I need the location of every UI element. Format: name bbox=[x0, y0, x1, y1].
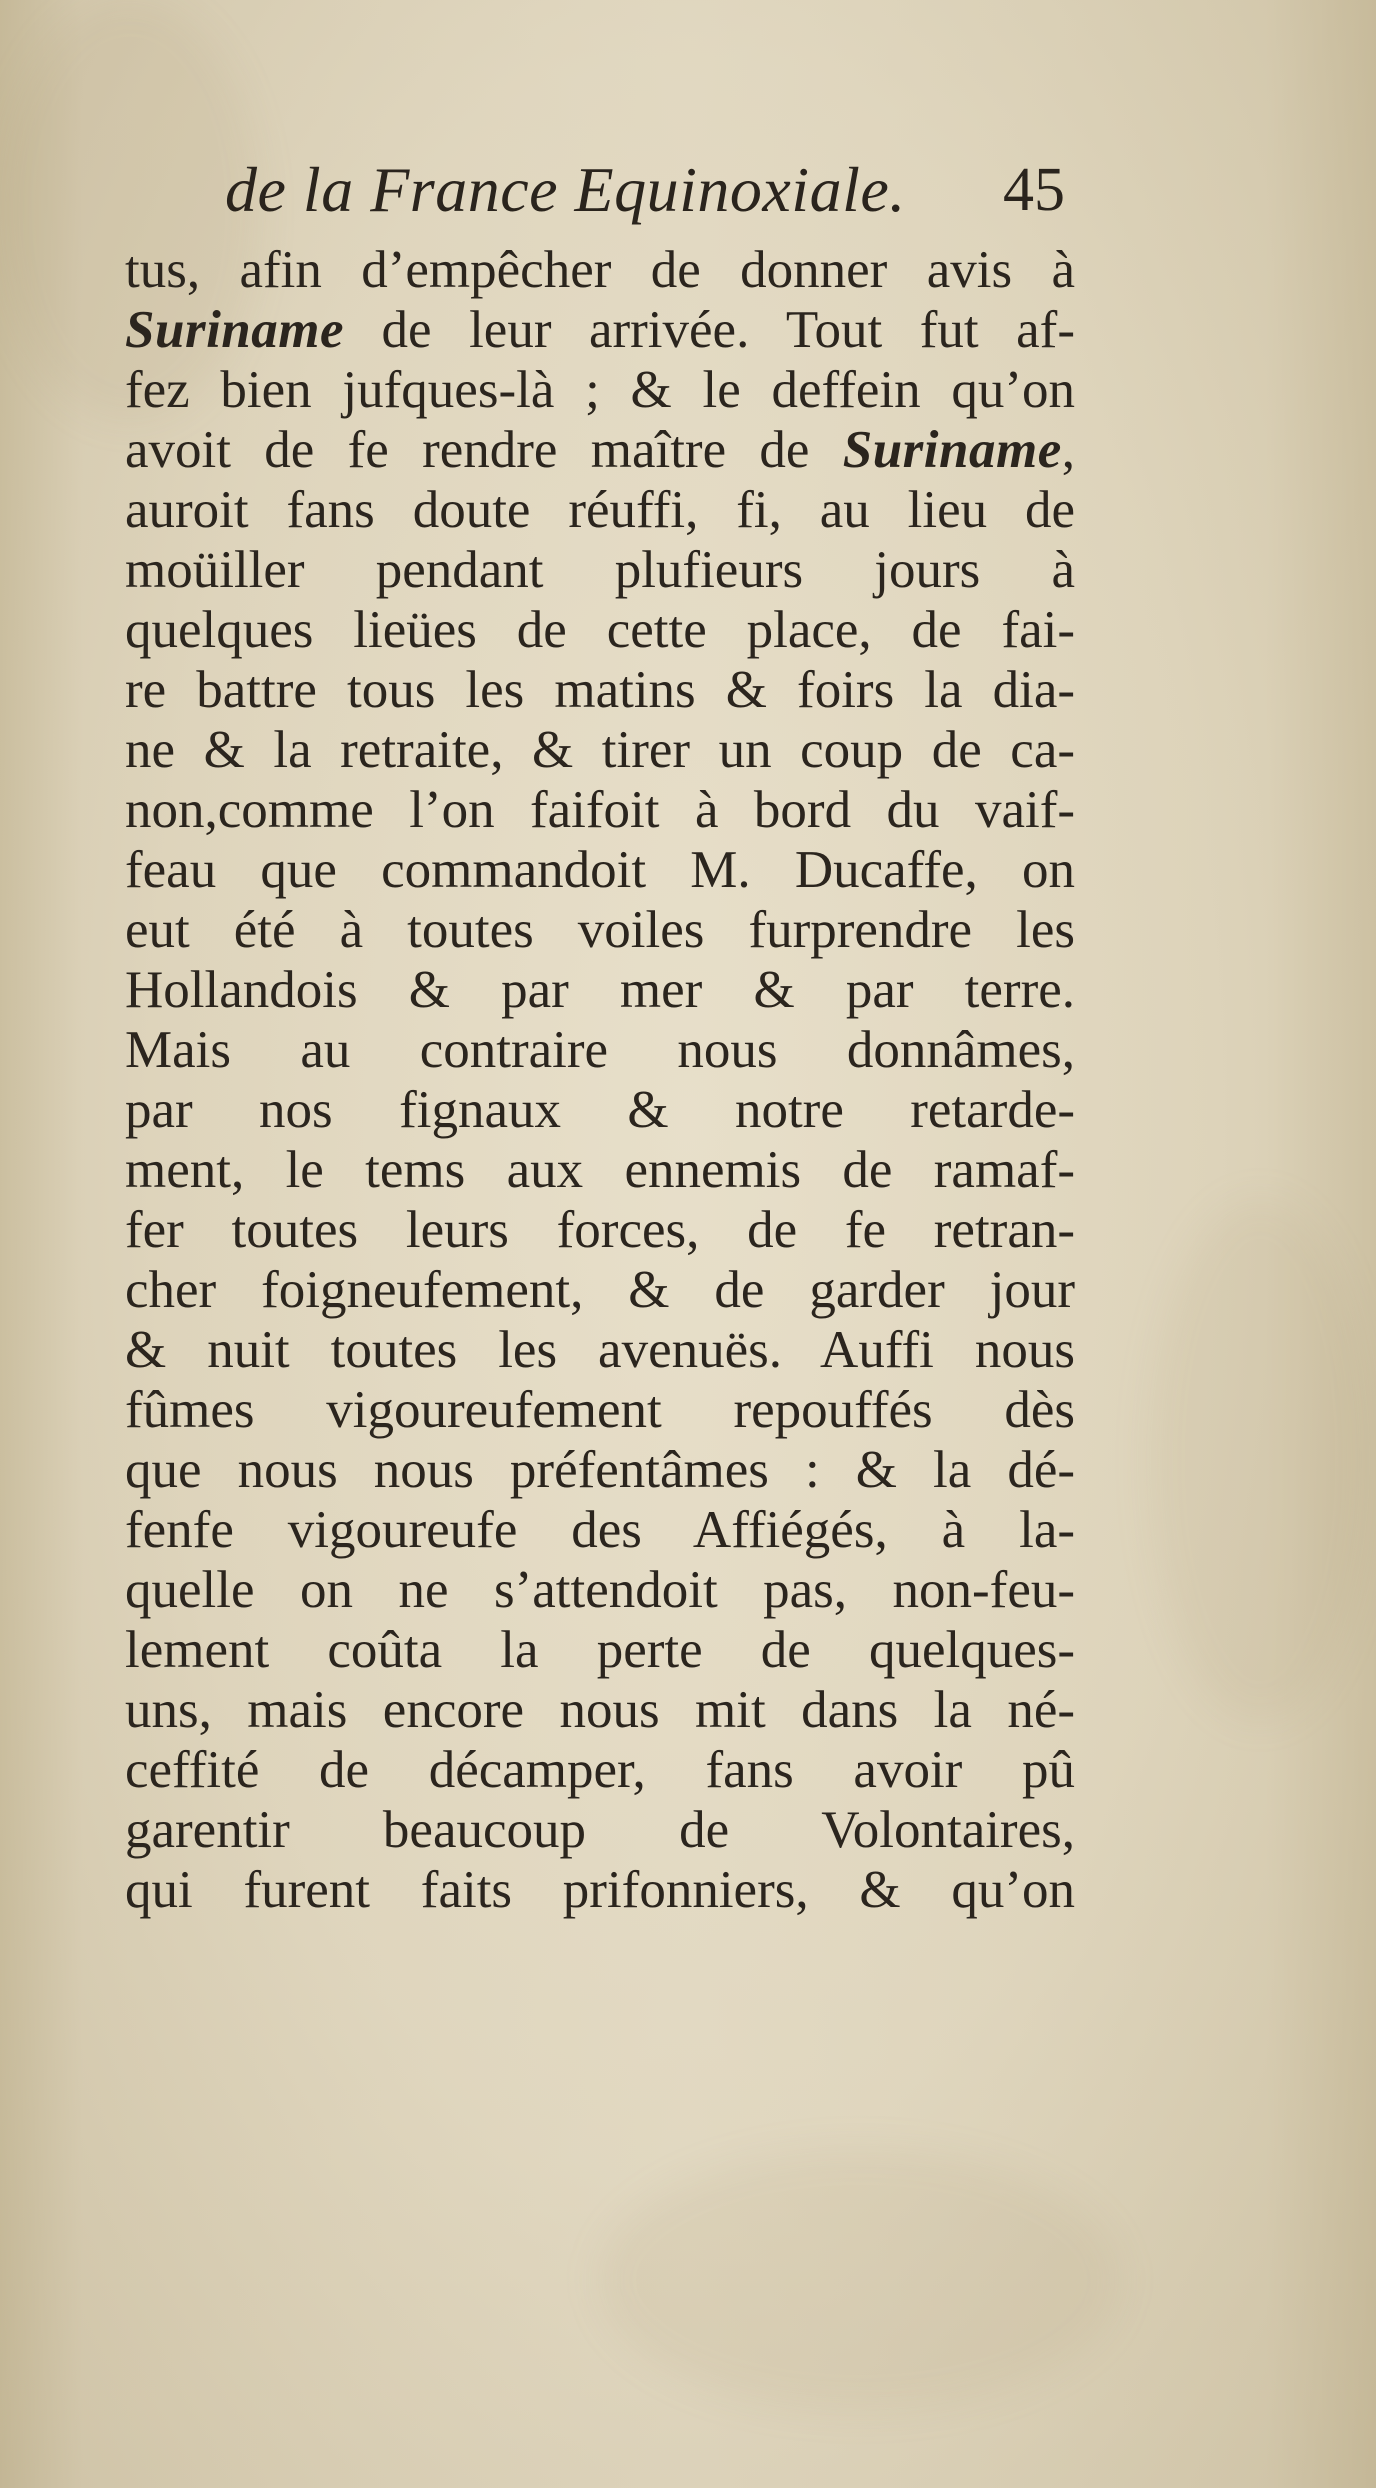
text-segment: fûmes vigoureufement repouffés dès bbox=[125, 1381, 1075, 1439]
text-line bbox=[125, 960, 1075, 1020]
text-segment: tus, afin d’empêcher de donner avis à bbox=[125, 241, 1075, 299]
running-head bbox=[225, 150, 1065, 230]
text-line bbox=[125, 1320, 1075, 1380]
paper-stain bbox=[600, 2150, 1120, 2410]
text-segment: non,comme l’on faifoit à bord du vaif- bbox=[125, 781, 1075, 839]
text-segment: uns, mais encore nous mit dans la né- bbox=[125, 1681, 1075, 1739]
text-line bbox=[125, 1800, 1075, 1860]
text-segment: cher foigneufement, & de garder jour bbox=[125, 1261, 1075, 1319]
italic-place-name: Suriname bbox=[842, 421, 1062, 479]
text-line bbox=[125, 240, 1075, 300]
text-line bbox=[125, 900, 1075, 960]
text-segment: fenfe vigoureufe des Affiégés, à la- bbox=[125, 1501, 1075, 1559]
italic-place-name: Suriname bbox=[125, 301, 345, 359]
text-segment: ceffité de décamper, fans avoir pû bbox=[125, 1741, 1075, 1799]
text-segment: ment, le tems aux ennemis de ramaf- bbox=[125, 1141, 1075, 1199]
text-line bbox=[125, 540, 1075, 600]
text-line bbox=[125, 660, 1075, 720]
body-text bbox=[125, 240, 1075, 1920]
running-head-title: de la France Equinoxiale. bbox=[225, 154, 906, 225]
text-segment: Hollandois & par mer & par terre. bbox=[125, 961, 1075, 1019]
text-segment: que nous nous préfentâmes : & la dé- bbox=[125, 1441, 1075, 1499]
text-segment: lement coûta la perte de quelques- bbox=[125, 1621, 1075, 1679]
text-line bbox=[125, 1680, 1075, 1740]
text-line bbox=[125, 1140, 1075, 1200]
text-segment: ne & la retraite, & tirer un coup de ca- bbox=[125, 721, 1075, 779]
text-line bbox=[125, 360, 1075, 420]
text-segment: & nuit toutes les avenuës. Auffi nous bbox=[125, 1321, 1075, 1379]
text-segment: moüiller pendant plufieurs jours à bbox=[125, 541, 1075, 599]
text-line bbox=[125, 1380, 1075, 1440]
text-segment: fer toutes leurs forces, de fe retran- bbox=[125, 1201, 1075, 1259]
text-line bbox=[125, 480, 1075, 540]
text-segment: avoit de fe rendre maître de bbox=[125, 421, 843, 479]
text-line bbox=[125, 1200, 1075, 1260]
text-line bbox=[125, 1020, 1075, 1080]
text-line bbox=[125, 300, 1075, 360]
text-line bbox=[125, 840, 1075, 900]
paper-stain bbox=[1150, 1200, 1370, 1720]
text-line bbox=[125, 420, 1075, 480]
text-line bbox=[125, 600, 1075, 660]
text-line bbox=[125, 1500, 1075, 1560]
text-segment: re battre tous les matins & foirs la dia- bbox=[125, 661, 1075, 719]
text-segment: quelques lieües de cette place, de fai- bbox=[125, 601, 1075, 659]
text-segment: feau que commandoit M. Ducaffe, on bbox=[125, 841, 1075, 899]
text-line bbox=[125, 1440, 1075, 1500]
text-line bbox=[125, 1080, 1075, 1140]
text-line bbox=[125, 1620, 1075, 1680]
text-segment: quelle on ne s’attendoit pas, non-feu- bbox=[125, 1561, 1075, 1619]
text-segment: de leur arrivée. Tout fut af- bbox=[344, 301, 1075, 359]
text-segment: auroit fans doute réuffi, fi, au lieu de bbox=[125, 481, 1075, 539]
text-line bbox=[125, 1740, 1075, 1800]
text-line bbox=[125, 720, 1075, 780]
text-line bbox=[125, 1860, 1075, 1920]
text-line bbox=[125, 1560, 1075, 1620]
text-segment: garentir beaucoup de Volontaires, bbox=[125, 1801, 1075, 1859]
text-segment: eut été à toutes voiles furprendre les bbox=[125, 901, 1075, 959]
text-segment: fez bien jufques-là ; & le deffein qu’on bbox=[125, 361, 1075, 419]
text-segment: , bbox=[1061, 421, 1075, 479]
text-segment: Mais au contraire nous donnâmes, bbox=[125, 1021, 1075, 1079]
text-segment: qui furent faits prifonniers, & qu’on bbox=[125, 1861, 1075, 1919]
page-number: 45 bbox=[1003, 156, 1065, 224]
text-segment: par nos fignaux & notre retarde- bbox=[125, 1081, 1075, 1139]
text-line bbox=[125, 780, 1075, 840]
text-line bbox=[125, 1260, 1075, 1320]
